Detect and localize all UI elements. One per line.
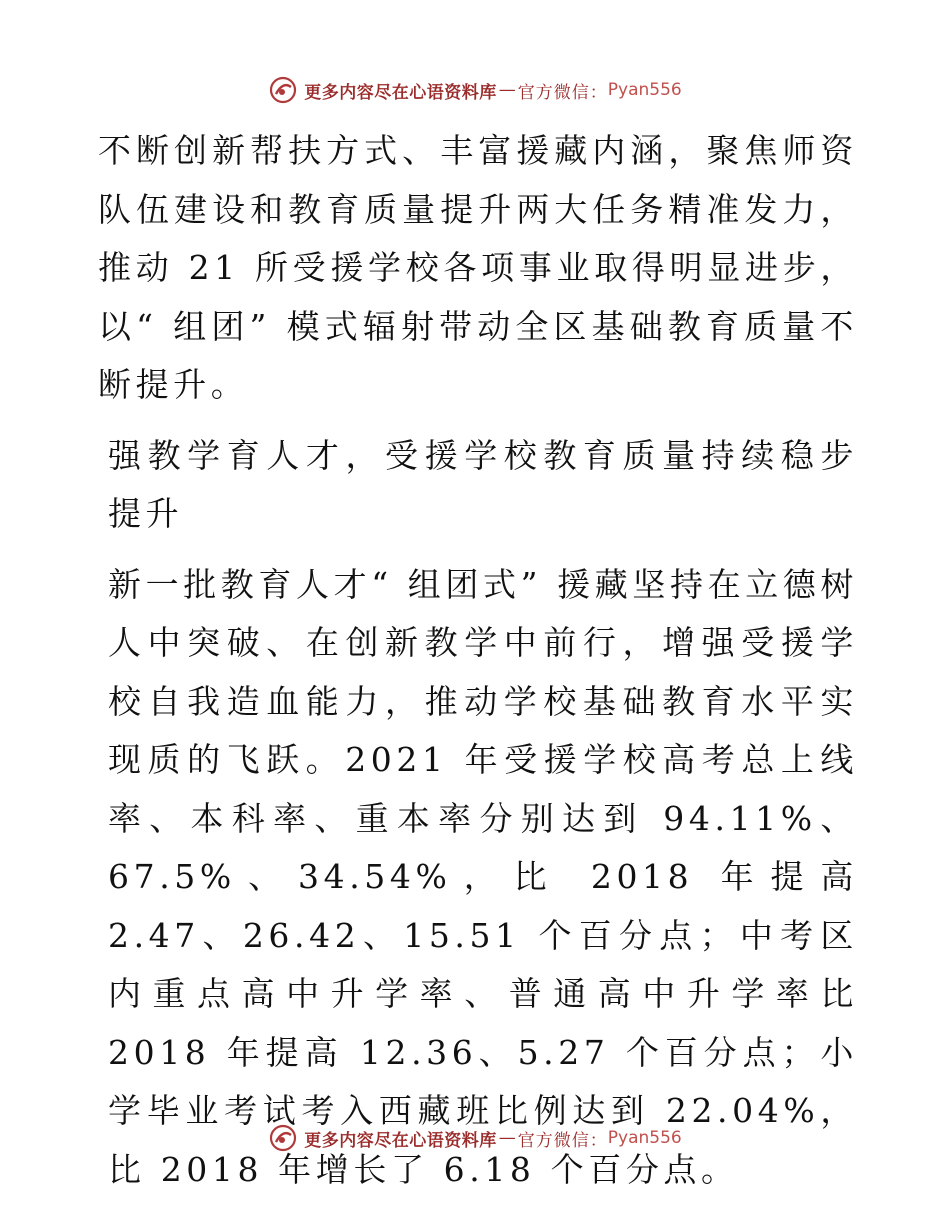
watermark-wechat-label: 官方微信： xyxy=(517,82,608,103)
watermark-header xyxy=(0,72,950,108)
document-body xyxy=(98,122,858,1199)
watermark-wechat-id: Pyan556 xyxy=(607,1128,682,1148)
watermark-text: 更多内容尽在心语资料库 xyxy=(304,1130,497,1151)
watermark-dash: — xyxy=(498,80,516,100)
watermark-dash: — xyxy=(498,1128,516,1148)
paragraph-intro: 不断创新帮扶方式、丰富援藏内涵，聚焦师资队伍建设和教育质量提升两大任务精准发力，推动 21 所受援学校各项事业取得明显进步，以“ 组团” 模式辐射带动全区基础教育质量不断提升。 xyxy=(98,131,858,404)
logo-icon xyxy=(268,1123,298,1153)
section-heading: 强教学育人才，受援学校教育质量持续稳步提升 xyxy=(108,435,858,533)
logo-icon xyxy=(268,75,298,105)
paragraph-statistics: 新一批教育人才“ 组团式” 援藏坚持在立德树人中突破、在创新教学中前行，增强受援学校自我造血能力，推动学校基础教育水平实现质的飞跃。2021 年受援学校高考总上线率、本科率、重本率分别达到 94.11%、67.5%、34.54%，比 2018 年提高 2.47、26.42、15.51 个百分点；中考区内重点高中升学率、普通高中升学率比 2018 年提高 12.36、5.27 个百分点；小学毕业考试考入西藏班比例达到 22.04%，比 2018 年增长了 6.18 个百分点。 xyxy=(108,564,858,1189)
watermark-footer xyxy=(0,1120,950,1156)
watermark-wechat-id: Pyan556 xyxy=(607,80,682,100)
watermark-wechat-label: 官方微信： xyxy=(517,1130,608,1151)
watermark-text: 更多内容尽在心语资料库 xyxy=(304,82,497,103)
